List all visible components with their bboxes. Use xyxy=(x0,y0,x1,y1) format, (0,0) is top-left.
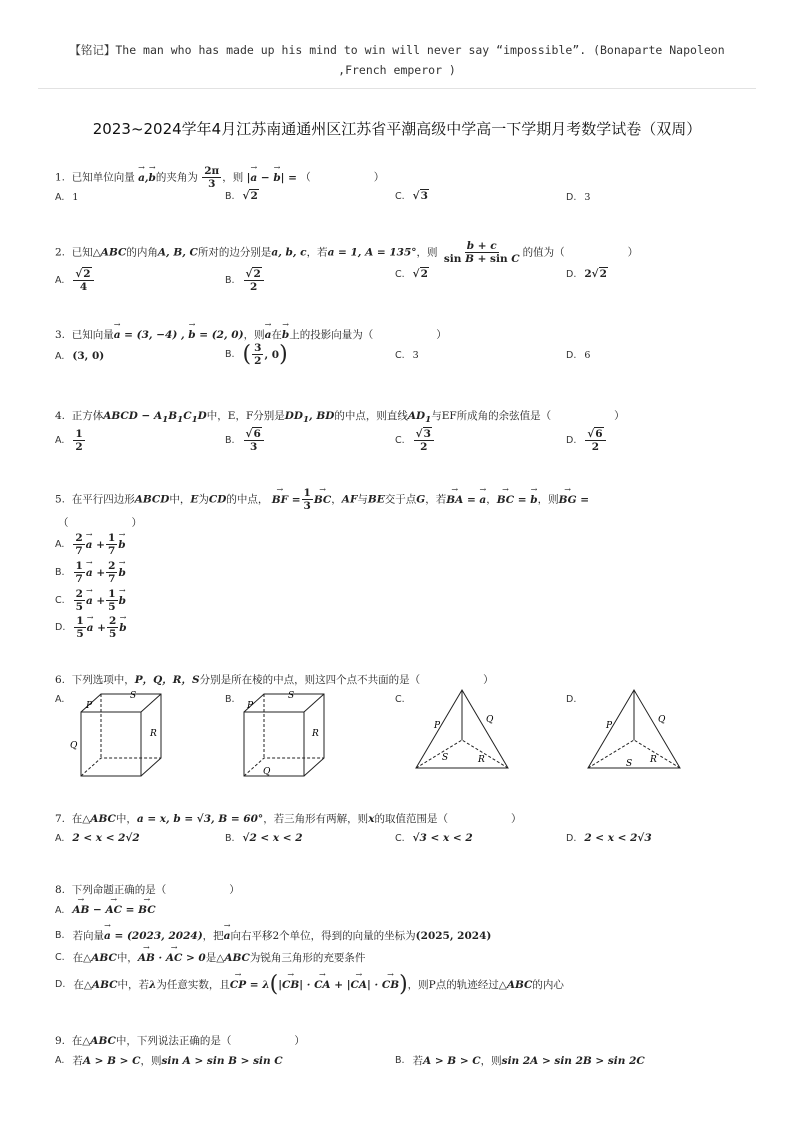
q6-option-b[interactable]: B. xyxy=(225,694,235,705)
question-1: 1. 已知单位向量 → a,→ b的夹角为 $\frac{2\pi}{3}$ ，则 |→ a − → b| = （ ） xyxy=(55,165,384,190)
q8-option-c[interactable]: C. 在△ ABC 中， → AB · → AC > 0 是△ ABC 为锐角三角形的充要条件 xyxy=(55,950,365,965)
svg-text:S: S xyxy=(442,753,449,763)
q7-option-d[interactable]: D. 2 < x < 2√3 xyxy=(566,832,652,844)
q9-option-a[interactable]: A. 若 A > B > C ，则 sin A > sin B > sin C xyxy=(55,1054,283,1067)
q8-option-a[interactable]: A. → AB − → AC = → BC xyxy=(55,904,156,916)
q1-option-c[interactable]: C. √3 xyxy=(395,190,428,202)
question-5-blank: （ ） xyxy=(58,517,142,529)
question-6: 6. 下列选项中，P，Q，R，S分别是所在棱的中点，则这四个点不共面的是（ ） xyxy=(55,674,494,686)
svg-text:Q: Q xyxy=(70,741,78,751)
page-title: 2023~2024学年4月江苏南通通州区江苏省平潮高级中学高一下学期月考数学试卷（双周） xyxy=(92,120,702,138)
motto-line1: 【铭记】The man who has made up his mind to win will never say “impossible”. (Bonaparte Napoleon xyxy=(69,43,725,57)
header-divider xyxy=(38,88,756,89)
q3-option-c[interactable]: C. 3 xyxy=(395,350,419,361)
svg-text:P: P xyxy=(86,701,93,711)
q3-option-a[interactable]: A. (3, 0) xyxy=(55,350,105,362)
svg-text:S: S xyxy=(626,759,633,769)
q5-option-a[interactable]: A. $\frac{2}{7}$ → a + $\frac{1}{7}$ → b xyxy=(55,532,126,557)
svg-text:R: R xyxy=(478,755,485,765)
question-4: 4. 正方体ABCD − $A_1B_1C_1D$中，E，F分别是$DD_1$, BD的中点，则直线$AD_1$与EF所成角的余弦值是（ ） xyxy=(55,410,625,426)
q5-option-b[interactable]: B. $\frac{1}{7}$ → a + $\frac{2}{7}$ → b xyxy=(55,560,126,585)
question-9: 9. 在△ABC中，下列说法正确的是（ ） xyxy=(55,1035,305,1047)
svg-text:P: P xyxy=(434,721,441,731)
svg-text:P: P xyxy=(247,701,254,711)
motto xyxy=(40,40,754,80)
q6-option-d[interactable]: D. xyxy=(566,694,577,705)
q2-option-a[interactable]: A. $\frac{√2}{4}$ xyxy=(55,268,95,293)
q1-option-a[interactable]: A. 1 xyxy=(55,192,79,203)
motto-line2: ,French emperor ) xyxy=(338,63,456,77)
question-8: 8. 下列命题正确的是（ ） xyxy=(55,884,240,896)
q6-option-a[interactable]: A. xyxy=(55,694,65,705)
q7-option-c[interactable]: C. √3 < x < 2 xyxy=(395,832,473,844)
svg-text:Q: Q xyxy=(486,715,494,725)
q7-option-a[interactable]: A. 2 < x < 2√2 xyxy=(55,832,140,844)
svg-text:Q: Q xyxy=(263,767,271,777)
svg-text:R: R xyxy=(650,755,657,765)
q6-figure-d xyxy=(582,686,692,774)
svg-text:R: R xyxy=(150,729,157,739)
q7-option-b[interactable]: B. √2 < x < 2 xyxy=(225,832,303,844)
svg-text:S: S xyxy=(130,691,137,701)
q4-option-b[interactable]: B. $\frac{√6}{3}$ xyxy=(225,428,265,453)
q1-option-b[interactable]: B. √2 xyxy=(225,190,258,202)
q9-option-b[interactable]: B. 若 A > B > C ，则 sin 2A > sin 2B > sin 2C xyxy=(395,1054,645,1067)
q4-option-a[interactable]: A. $\frac{1}{2}$ xyxy=(55,428,83,454)
q2-option-c[interactable]: C. √2 xyxy=(395,268,428,280)
svg-text:R: R xyxy=(312,729,319,739)
q2-option-b[interactable]: B. $\frac{√2}{2}$ xyxy=(225,268,265,293)
q3-option-b[interactable]: B. ( $\frac{3}{2}$ , 0 ) xyxy=(225,342,288,368)
q2-option-d[interactable]: D. 2√2 xyxy=(566,268,607,280)
q4-option-d[interactable]: D. $\frac{√6}{2}$ xyxy=(566,428,607,453)
q8-option-d[interactable]: D. 在△ ABC 中，若 λ 为任意实数，且 → CP = λ ( |→ CB| · → CA + |→ CA| · → CB ) ，则P点的轨迹经过△ ABC 的内心 xyxy=(55,972,564,997)
question-3: 3. 已知向量→ a = (3, −4) , → b = (2, 0)，则→ a在→ b上的投影向量为（ ） xyxy=(55,327,447,342)
q5-option-d[interactable]: D. $\frac{1}{5}$ → a + $\frac{2}{5}$ → b xyxy=(55,615,127,640)
question-5: 5. 在平行四边形ABCD中，E为CD的中点， → BF = $\frac{1}{3}$ → BC，AF与BE交于点G，若→ BA = → a，→ BC = → b，则→ BG = xyxy=(55,487,589,512)
q6-figure-c xyxy=(410,686,520,774)
q3-option-d[interactable]: D. 6 xyxy=(566,350,591,361)
q8-option-b[interactable]: B. 若向量 → a = (2023, 2024) ，把 → a 向右平移2个单位，得到的向量的坐标为 (2025, 2024) xyxy=(55,928,491,943)
q6-figure-b xyxy=(238,686,338,782)
question-2: 2. 已知△ABC的内角A, B, C所对的边分别是a, b, c，若a = 1, A = 135°，则 $\frac{b + c}{\text{sin B + sin C}}$ 的值为（ ） xyxy=(55,240,639,266)
q5-option-c[interactable]: C. $\frac{2}{5}$ → a + $\frac{1}{5}$ → b xyxy=(55,588,126,613)
q6-option-c[interactable]: C. xyxy=(395,694,405,705)
svg-text:P: P xyxy=(606,721,613,731)
svg-text:Q: Q xyxy=(658,715,666,725)
q1-option-d[interactable]: D. 3 xyxy=(566,192,591,203)
question-7: 7. 在△ABC中，a = x, b = √3, B = 60°，若三角形有两解，则x的取值范围是（ ） xyxy=(55,813,522,825)
q4-option-c[interactable]: C. $\frac{√3}{2}$ xyxy=(395,428,435,453)
svg-text:S: S xyxy=(288,691,295,701)
q6-figure-a xyxy=(68,686,168,782)
